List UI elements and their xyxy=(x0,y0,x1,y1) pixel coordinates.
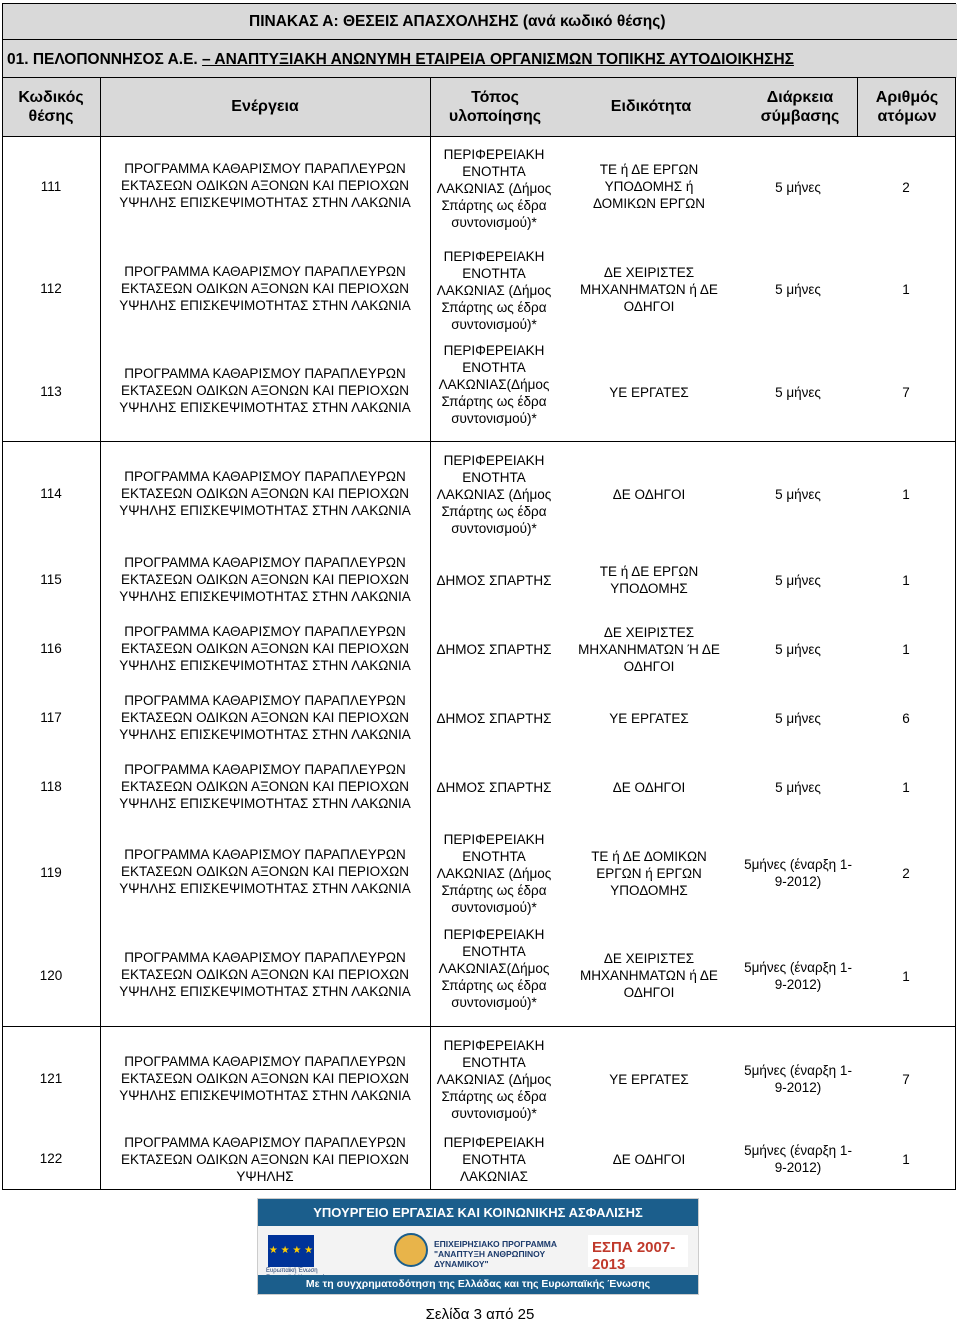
espa-label: ΕΣΠΑ 2007-2013 xyxy=(592,1239,676,1273)
eu-funding-banner xyxy=(257,1198,699,1295)
place-cell: ΠΕΡΙΦΕΡΕΙΑΚΗ ΕΝΟΤΗΤΑ ΛΑΚΩΝΙΑΣ(Δήμος Σπάρτης ως έδρα συντονισμού)* xyxy=(438,926,550,1010)
duration-cell: 5 μήνες xyxy=(775,384,821,400)
place-cell: ΠΕΡΙΦΕΡΕΙΑΚΗ ΕΝΟΤΗΤΑ ΛΑΚΩΝΙΑΣ (Δήμος Σπάρτης ως έδρα συντονισμού)* xyxy=(436,452,552,536)
specialty-cell: ΥΕ ΕΡΓΑΤΕΣ xyxy=(609,1071,689,1087)
position-code: 118 xyxy=(40,779,62,794)
specialty-cell: ΔΕ ΟΔΗΓΟΙ xyxy=(612,1151,686,1167)
specialty-cell: ΔΕ ΧΕΙΡΙΣΤΕΣ ΜΗΧΑΝΗΜΑΤΩΝ ή ΔΕ ΟΔΗΓΟΙ xyxy=(580,264,718,314)
duration-cell: 5 μήνες xyxy=(775,281,821,297)
duration-cell: 5μήνες (έναρξη 1-9-2012) xyxy=(744,960,852,992)
action-cell: ΠΡΟΓΡΑΜΜΑ ΚΑΘΑΡΙΣΜΟΥ ΠΑΡΑΠΛΕΥΡΩΝ ΕΚΤΑΣΕΩΝ ΟΔΙΚΩΝ ΑΞΟΝΩΝ ΚΑΙ ΠΕΡΙΟΧΩΝ ΥΨΗΛΗΣ ΕΠΙΣΚΕΨΙΜΟΤΗΤΑΣ ΣΤΗΝ ΛΑΚΩΝΙΑ xyxy=(119,623,411,673)
specialty-cell: ΤΕ ή ΔΕ ΕΡΓΩΝ ΥΠΟΔΟΜΗΣ ή ΔΟΜΙΚΩΝ ΕΡΓΩΝ xyxy=(592,161,706,211)
persons-cell: 7 xyxy=(902,1071,910,1087)
ministry-name: ΥΠΟΥΡΓΕΙΟ ΕΡΓΑΣΙΑΣ ΚΑΙ ΚΟΙΝΩΝΙΚΗΣ ΑΣΦΑΛΙΣΗΣ xyxy=(258,1199,698,1226)
action-cell: ΠΡΟΓΡΑΜΜΑ ΚΑΘΑΡΙΣΜΟΥ ΠΑΡΑΠΛΕΥΡΩΝ ΕΚΤΑΣΕΩΝ ΟΔΙΚΩΝ ΑΞΟΝΩΝ ΚΑΙ ΠΕΡΙΟΧΩΝ ΥΨΗΛΗΣ ΕΠΙΣΚΕΨΙΜΟΤΗΤΑΣ ΣΤΗΝ ΛΑΚΩΝΙΑ xyxy=(119,160,411,210)
place-cell: ΔΗΜΟΣ ΣΠΑΡΤΗΣ xyxy=(436,779,552,795)
position-code: 120 xyxy=(39,968,63,983)
persons-cell: 2 xyxy=(902,179,910,195)
action-cell: ΠΡΟΓΡΑΜΜΑ ΚΑΘΑΡΙΣΜΟΥ ΠΑΡΑΠΛΕΥΡΩΝ ΕΚΤΑΣΕΩΝ ΟΔΙΚΩΝ ΑΞΟΝΩΝ ΚΑΙ ΠΕΡΙΟΧΩΝ ΥΨΗΛΗΣ ΕΠΙΣΚΕΨΙΜΟΤΗΤΑΣ ΣΤΗΝ ΛΑΚΩΝΙΑ xyxy=(119,949,411,999)
position-code: 117 xyxy=(40,710,62,725)
header-persons: Αριθμός ατόμων xyxy=(875,88,939,125)
action-cell: ΠΡΟΓΡΑΜΜΑ ΚΑΘΑΡΙΣΜΟΥ ΠΑΡΑΠΛΕΥΡΩΝ ΕΚΤΑΣΕΩΝ ΟΔΙΚΩΝ ΑΞΟΝΩΝ ΚΑΙ ΠΕΡΙΟΧΩΝ ΥΨΗΛΗΣ ΕΠΙΣΚΕΨΙΜΟΤΗΤΑΣ ΣΤΗΝ ΛΑΚΩΝΙΑ xyxy=(119,554,411,604)
duration-cell: 5 μήνες xyxy=(775,641,821,657)
organization-title xyxy=(3,40,957,78)
position-code: 122 xyxy=(39,1151,63,1166)
header-specialty: Ειδικότητα xyxy=(610,98,692,115)
action-cell: ΠΡΟΓΡΑΜΜΑ ΚΑΘΑΡΙΣΜΟΥ ΠΑΡΑΠΛΕΥΡΩΝ ΕΚΤΑΣΕΩΝ ΟΔΙΚΩΝ ΑΞΟΝΩΝ ΚΑΙ ΠΕΡΙΟΧΩΝ ΥΨΗΛΗΣ ΕΠΙΣΚΕΨΙΜΟΤΗΤΑΣ ΣΤΗΝ ΛΑΚΩΝΙΑ xyxy=(119,365,411,415)
action-cell: ΠΡΟΓΡΑΜΜΑ ΚΑΘΑΡΙΣΜΟΥ ΠΑΡΑΠΛΕΥΡΩΝ ΕΚΤΑΣΕΩΝ ΟΔΙΚΩΝ ΑΞΟΝΩΝ ΚΑΙ ΠΕΡΙΟΧΩΝ ΥΨΗΛΗΣ ΕΠΙΣΚΕΨΙΜΟΤΗΤΑΣ ΣΤΗΝ ΛΑΚΩΝΙΑ xyxy=(119,1053,411,1103)
position-code: 112 xyxy=(40,281,62,296)
header-code: Κωδικός θέσης xyxy=(18,88,84,125)
persons-cell: 1 xyxy=(902,572,910,588)
action-cell: ΠΡΟΓΡΑΜΜΑ ΚΑΘΑΡΙΣΜΟΥ ΠΑΡΑΠΛΕΥΡΩΝ ΕΚΤΑΣΕΩΝ ΟΔΙΚΩΝ ΑΞΟΝΩΝ ΚΑΙ ΠΕΡΙΟΧΩΝ ΥΨΗΛΗΣ ΕΠΙΣΚΕΨΙΜΟΤΗΤΑΣ ΣΤΗΝ ΛΑΚΩΝΙΑ xyxy=(119,692,411,742)
header-duration: Διάρκεια σύμβασης xyxy=(760,88,840,125)
position-code: 121 xyxy=(39,1071,63,1086)
persons-cell: 1 xyxy=(902,779,910,795)
duration-cell: 5μήνες (έναρξη 1-9-2012) xyxy=(744,1063,852,1095)
place-cell: ΔΗΜΟΣ ΣΠΑΡΤΗΣ xyxy=(436,572,552,588)
place-cell: ΔΗΜΟΣ ΣΠΑΡΤΗΣ xyxy=(436,710,552,726)
organization-code: 01. ΠΕΛΟΠΟΝΝΗΣΟΣ Α.Ε. xyxy=(7,51,203,68)
action-cell: ΠΡΟΓΡΑΜΜΑ ΚΑΘΑΡΙΣΜΟΥ ΠΑΡΑΠΛΕΥΡΩΝ ΕΚΤΑΣΕΩΝ ΟΔΙΚΩΝ ΑΞΟΝΩΝ ΚΑΙ ΠΕΡΙΟΧΩΝ ΥΨΗΛΗΣ ΕΠΙΣΚΕΨΙΜΟΤΗΤΑΣ ΣΤΗΝ ΛΑΚΩΝΙΑ xyxy=(119,846,411,896)
specialty-cell: ΔΕ ΧΕΙΡΙΣΤΕΣ ΜΗΧΑΝΗΜΑΤΩΝ Ή ΔΕ ΟΔΗΓΟΙ xyxy=(578,624,720,674)
specialty-cell: ΔΕ ΧΕΙΡΙΣΤΕΣ ΜΗΧΑΝΗΜΑΤΩΝ ή ΔΕ ΟΔΗΓΟΙ xyxy=(580,950,718,1000)
position-code: 113 xyxy=(40,384,62,399)
position-code: 115 xyxy=(40,572,62,587)
group-divider xyxy=(2,1026,956,1027)
place-cell: ΠΕΡΙΦΕΡΕΙΑΚΗ ΕΝΟΤΗΤΑ ΛΑΚΩΝΙΑΣ (Δήμος Σπάρτης ως έδρα συντονισμού)* xyxy=(436,831,552,915)
specialty-cell: ΔΕ ΟΔΗΓΟΙ xyxy=(612,486,686,502)
persons-cell: 1 xyxy=(902,281,910,297)
place-cell: ΔΗΜΟΣ ΣΠΑΡΤΗΣ xyxy=(436,641,552,657)
eu-caption: Ευρωπαϊκή Ένωση xyxy=(266,1268,318,1274)
place-cell: ΠΕΡΙΦΕΡΕΙΑΚΗ ΕΝΟΤΗΤΑ ΛΑΚΩΝΙΑΣ (Δήμος Σπάρτης ως έδρα συντονισμού)* xyxy=(436,146,552,230)
duration-cell: 5 μήνες xyxy=(775,710,821,726)
column-divider xyxy=(430,77,431,1190)
header-action: Ενέργεια xyxy=(231,98,299,115)
specialty-cell: ΔΕ ΟΔΗΓΟΙ xyxy=(612,779,686,795)
program-logo-icon xyxy=(394,1233,428,1267)
place-cell: ΠΕΡΙΦΕΡΕΙΑΚΗ ΕΝΟΤΗΤΑ ΛΑΚΩΝΙΑΣ (Δήμος Σπάρτης ως έδρα συντονισμού)* xyxy=(436,248,552,332)
table-title-box xyxy=(2,3,956,77)
action-cell: ΠΡΟΓΡΑΜΜΑ ΚΑΘΑΡΙΣΜΟΥ ΠΑΡΑΠΛΕΥΡΩΝ ΕΚΤΑΣΕΩΝ ΟΔΙΚΩΝ ΑΞΟΝΩΝ ΚΑΙ ΠΕΡΙΟΧΩΝ ΥΨΗΛΗΣ ΕΠΙΣΚΕΨΙΜΟΤΗΤΑΣ ΣΤΗΝ ΛΑΚΩΝΙΑ xyxy=(119,263,411,313)
organization-name: – ΑΝΑΠΤΥΞΙΑΚΗ ΑΝΩΝΥΜΗ ΕΤΑΙΡΕΙΑ ΟΡΓΑΝΙΣΜΩΝ ΤΟΠΙΚΗΣ ΑΥΤΟΔΙΟΙΚΗΣΗΣ xyxy=(202,51,794,68)
persons-cell: 1 xyxy=(902,968,910,984)
specialty-cell: ΥΕ ΕΡΓΑΤΕΣ xyxy=(609,710,689,726)
place-cell: ΠΕΡΙΦΕΡΕΙΑΚΗ ΕΝΟΤΗΤΑ ΛΑΚΩΝΙΑΣ xyxy=(443,1134,545,1184)
position-code: 111 xyxy=(40,179,62,194)
duration-cell: 5 μήνες xyxy=(775,179,821,195)
persons-cell: 1 xyxy=(902,486,910,502)
specialty-cell: ΥΕ ΕΡΓΑΤΕΣ xyxy=(609,384,689,400)
duration-cell: 5 μήνες xyxy=(775,779,821,795)
specialty-cell: ΤΕ ή ΔΕ ΕΡΓΩΝ ΥΠΟΔΟΜΗΣ xyxy=(599,564,699,596)
place-cell: ΠΕΡΙΦΕΡΕΙΑΚΗ ΕΝΟΤΗΤΑ ΛΑΚΩΝΙΑΣ(Δήμος Σπάρτης ως έδρα συντονισμού)* xyxy=(438,342,550,426)
persons-cell: 1 xyxy=(902,1151,910,1167)
position-code: 116 xyxy=(40,641,62,656)
duration-cell: 5μήνες (έναρξη 1-9-2012) xyxy=(744,1143,852,1175)
column-divider xyxy=(857,77,858,136)
column-divider xyxy=(100,77,101,1190)
position-code: 114 xyxy=(40,486,62,501)
persons-cell: 7 xyxy=(902,384,910,400)
header-place: Τόπος υλοποίησης xyxy=(448,88,542,125)
group-divider xyxy=(2,441,956,442)
persons-cell: 6 xyxy=(902,710,910,726)
action-cell: ΠΡΟΓΡΑΜΜΑ ΚΑΘΑΡΙΣΜΟΥ ΠΑΡΑΠΛΕΥΡΩΝ ΕΚΤΑΣΕΩΝ ΟΔΙΚΩΝ ΑΞΟΝΩΝ ΚΑΙ ΠΕΡΙΟΧΩΝ ΥΨΗΛΗΣ ΕΠΙΣΚΕΨΙΜΟΤΗΤΑΣ ΣΤΗΝ ΛΑΚΩΝΙΑ xyxy=(119,761,411,811)
duration-cell: 5 μήνες xyxy=(775,486,821,502)
persons-cell: 1 xyxy=(902,641,910,657)
page-number: Σελίδα 3 από 25 xyxy=(425,1306,535,1323)
specialty-cell: ΤΕ ή ΔΕ ΔΟΜΙΚΩΝ ΕΡΓΩΝ ή ΕΡΓΩΝ ΥΠΟΔΟΜΗΣ xyxy=(591,848,707,898)
table-title: ΠΙΝΑΚΑΣ Α: ΘΕΣΕΙΣ ΑΠΑΣΧΟΛΗΣΗΣ (ανά κωδικό θέσης) xyxy=(3,4,957,40)
eu-flag-icon: ★ ★ ★ ★ xyxy=(268,1235,314,1267)
duration-cell: 5 μήνες xyxy=(775,572,821,588)
place-cell: ΠΕΡΙΦΕΡΕΙΑΚΗ ΕΝΟΤΗΤΑ ΛΑΚΩΝΙΑΣ (Δήμος Σπάρτης ως έδρα συντονισμού)* xyxy=(436,1037,552,1121)
action-cell: ΠΡΟΓΡΑΜΜΑ ΚΑΘΑΡΙΣΜΟΥ ΠΑΡΑΠΛΕΥΡΩΝ ΕΚΤΑΣΕΩΝ ΟΔΙΚΩΝ ΑΞΟΝΩΝ ΚΑΙ ΠΕΡΙΟΧΩΝ ΥΨΗΛΗΣ xyxy=(120,1134,410,1184)
persons-cell: 2 xyxy=(902,865,910,881)
program-name: ΕΠΙΧΕΙΡΗΣΙΑΚΟ ΠΡΟΓΡΑΜΜΑ "ΑΝΑΠΤΥΞΗ ΑΝΘΡΩΠΙΝΟΥ ΔΥΝΑΜΙΚΟΥ" xyxy=(434,1239,558,1269)
duration-cell: 5μήνες (έναρξη 1-9-2012) xyxy=(744,857,852,889)
espa-logo xyxy=(588,1235,688,1273)
cofinance-note: Με τη συγχρηματοδότηση της Ελλάδας και της Ευρωπαϊκής Ένωσης xyxy=(258,1275,698,1294)
position-code: 119 xyxy=(40,865,62,880)
action-cell: ΠΡΟΓΡΑΜΜΑ ΚΑΘΑΡΙΣΜΟΥ ΠΑΡΑΠΛΕΥΡΩΝ ΕΚΤΑΣΕΩΝ ΟΔΙΚΩΝ ΑΞΟΝΩΝ ΚΑΙ ΠΕΡΙΟΧΩΝ ΥΨΗΛΗΣ ΕΠΙΣΚΕΨΙΜΟΤΗΤΑΣ ΣΤΗΝ ΛΑΚΩΝΙΑ xyxy=(119,468,411,518)
